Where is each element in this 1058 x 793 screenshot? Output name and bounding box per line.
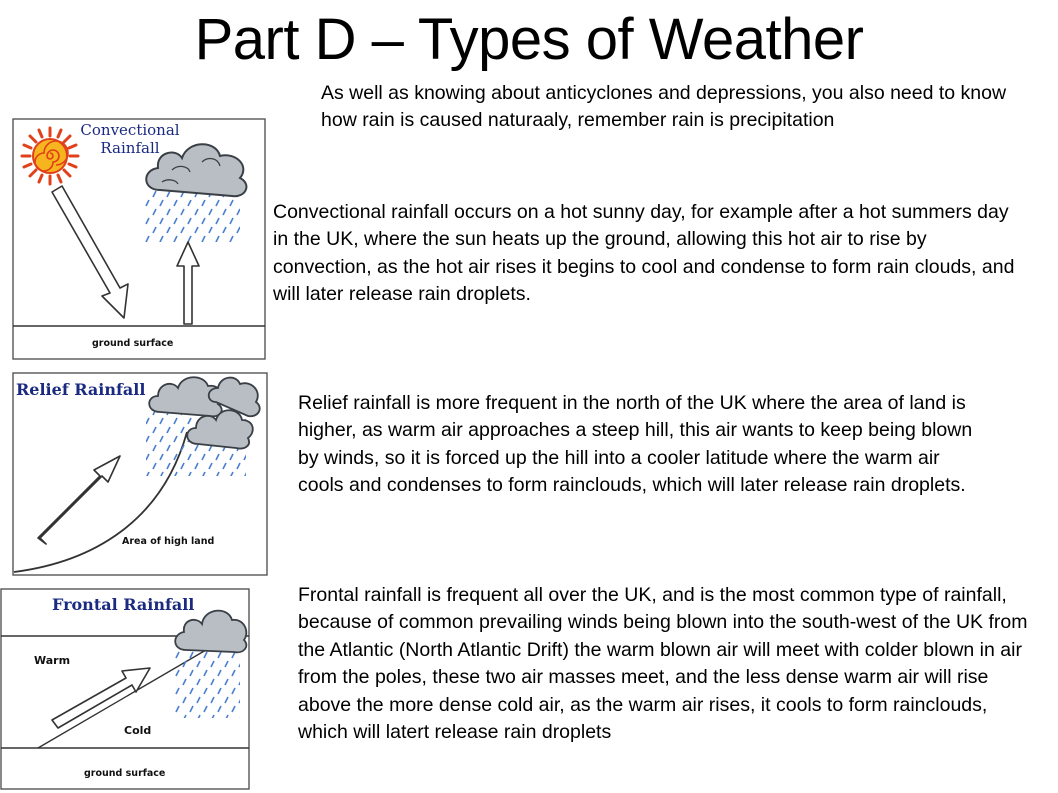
- convectional-diagram-title-line2: Rainfall: [100, 139, 160, 157]
- ground-surface-label: ground surface: [92, 338, 174, 349]
- frontal-rainfall-diagram: [0, 588, 250, 790]
- relief-rainfall-diagram: [12, 372, 268, 576]
- convectional-rainfall-diagram: [12, 118, 266, 360]
- frontal-paragraph: Frontal rainfall is frequent all over the UK, and is the most common type of rainfall, because of common prevailing winds being blown into the south-west of the UK from the Atlantic (North Atlantic Drift) the warm blown air will meet with colder blown in air from the poles, these two air masses meet, and the less dense warm air will rise above the more dense cold air, as the warm air rises, it cools to form rainclouds, which will latert release rain droplets: [298, 584, 1028, 744]
- convectional-paragraph: Convectional rainfall occurs on a hot sunny day, for example after a hot summers day in the UK, where the sun heats up the ground, allowing this hot air to rise by convection, as the hot air rises it begins to cool and condense to form rain clouds, and will later release rain droplets.: [273, 201, 1015, 306]
- relief-paragraph: Relief rainfall is more frequent in the north of the UK where the area of land is higher, as warm air approaches a steep hill, this air wants to keep being blown by winds, so it is forced up the hill into a cooler latitude where the warm air cools and condenses to form rainclouds, which will later release rain droplets.: [298, 392, 973, 497]
- warm-label: Warm: [34, 654, 71, 667]
- frontal-diagram-title: Frontal Rainfall: [52, 595, 195, 614]
- sun-icon: [22, 128, 78, 184]
- convectional-diagram-title-line1: Convectional: [80, 121, 180, 139]
- cold-label: Cold: [124, 724, 152, 737]
- intro-paragraph: As well as knowing about anticyclones and depressions, you also need to know how rain is caused naturaaly, remember rain is precipitation: [321, 82, 1007, 132]
- high-land-label: Area of high land: [122, 536, 215, 547]
- ground-surface-label: ground surface: [84, 768, 166, 779]
- relief-diagram-title: Relief Rainfall: [16, 380, 146, 399]
- page-title: Part D – Types of Weather: [194, 7, 864, 72]
- rain-icon: [144, 190, 240, 242]
